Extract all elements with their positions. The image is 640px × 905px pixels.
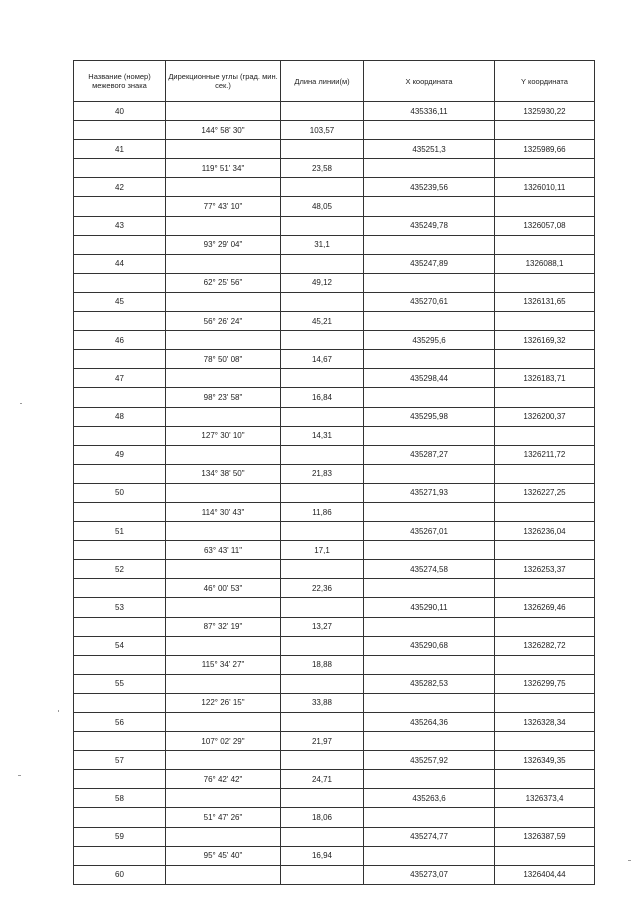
y-coordinate-cell: 1326057,08 xyxy=(495,216,595,235)
y-coordinate-cell: 1325930,22 xyxy=(495,102,595,121)
empty-cell xyxy=(495,502,595,521)
empty-cell xyxy=(74,197,166,216)
line-length-cell: 11,86 xyxy=(281,502,364,521)
empty-cell xyxy=(74,541,166,560)
empty-cell xyxy=(364,808,495,827)
x-coordinate-cell: 435263,6 xyxy=(364,789,495,808)
table-row-segment xyxy=(74,770,595,789)
x-coordinate-cell: 435271,93 xyxy=(364,483,495,502)
y-coordinate-cell: 1326349,35 xyxy=(495,751,595,770)
point-name-cell: 56 xyxy=(74,713,166,732)
y-coordinate-cell: 1326328,34 xyxy=(495,713,595,732)
empty-cell xyxy=(166,636,281,655)
empty-cell xyxy=(74,617,166,636)
point-name-cell: 44 xyxy=(74,254,166,273)
x-coordinate-cell: 435298,44 xyxy=(364,369,495,388)
empty-cell xyxy=(281,636,364,655)
empty-cell xyxy=(74,159,166,178)
table-row-segment xyxy=(74,732,595,751)
point-name-cell: 55 xyxy=(74,674,166,693)
empty-cell xyxy=(364,197,495,216)
empty-cell xyxy=(364,732,495,751)
y-coordinate-cell: 1326131,65 xyxy=(495,292,595,311)
point-name-cell: 46 xyxy=(74,331,166,350)
empty-cell xyxy=(74,655,166,674)
empty-cell xyxy=(364,502,495,521)
line-length-cell: 49,12 xyxy=(281,273,364,292)
table-row-point xyxy=(74,713,595,732)
empty-cell xyxy=(364,541,495,560)
empty-cell xyxy=(74,693,166,712)
x-coordinate-cell: 435257,92 xyxy=(364,751,495,770)
line-length-cell: 48,05 xyxy=(281,197,364,216)
empty-cell xyxy=(281,445,364,464)
empty-cell xyxy=(166,102,281,121)
line-length-cell: 33,88 xyxy=(281,693,364,712)
empty-cell xyxy=(495,732,595,751)
empty-cell xyxy=(495,770,595,789)
empty-cell xyxy=(281,216,364,235)
x-coordinate-cell: 435270,61 xyxy=(364,292,495,311)
empty-cell xyxy=(364,273,495,292)
table-row-point xyxy=(74,789,595,808)
table-row-point xyxy=(74,254,595,273)
empty-cell xyxy=(166,292,281,311)
table-row-point xyxy=(74,560,595,579)
table-row-segment xyxy=(74,235,595,254)
empty-cell xyxy=(364,655,495,674)
table-header-row xyxy=(74,61,595,102)
empty-cell xyxy=(495,426,595,445)
y-coordinate-cell: 1326211,72 xyxy=(495,445,595,464)
empty-cell xyxy=(166,751,281,770)
table-row-segment xyxy=(74,541,595,560)
table-row-point xyxy=(74,331,595,350)
table-row-segment xyxy=(74,502,595,521)
empty-cell xyxy=(281,560,364,579)
empty-cell xyxy=(495,312,595,331)
y-coordinate-cell: 1326373,4 xyxy=(495,789,595,808)
y-coordinate-cell: 1326088,1 xyxy=(495,254,595,273)
header-line-length: Длина линии(м) xyxy=(281,61,364,102)
empty-cell xyxy=(166,483,281,502)
empty-cell xyxy=(74,502,166,521)
point-name-cell: 50 xyxy=(74,483,166,502)
table-row-point xyxy=(74,865,595,884)
header-y-coordinate: Y координата xyxy=(495,61,595,102)
scan-speck xyxy=(18,775,21,776)
line-length-cell: 16,94 xyxy=(281,846,364,865)
empty-cell xyxy=(166,445,281,464)
empty-cell xyxy=(74,579,166,598)
y-coordinate-cell: 1326404,44 xyxy=(495,865,595,884)
point-name-cell: 42 xyxy=(74,178,166,197)
empty-cell xyxy=(166,789,281,808)
y-coordinate-cell: 1326282,72 xyxy=(495,636,595,655)
empty-cell xyxy=(495,121,595,140)
y-coordinate-cell: 1326227,25 xyxy=(495,483,595,502)
empty-cell xyxy=(166,560,281,579)
empty-cell xyxy=(74,312,166,331)
direction-angle-cell: 127° 30' 10" xyxy=(166,426,281,445)
table-row-segment xyxy=(74,388,595,407)
empty-cell xyxy=(281,407,364,426)
empty-cell xyxy=(495,197,595,216)
empty-cell xyxy=(495,541,595,560)
empty-cell xyxy=(281,178,364,197)
empty-cell xyxy=(166,827,281,846)
line-length-cell: 16,84 xyxy=(281,388,364,407)
empty-cell xyxy=(74,846,166,865)
table-row-segment xyxy=(74,579,595,598)
table-row-point xyxy=(74,445,595,464)
empty-cell xyxy=(166,713,281,732)
x-coordinate-cell: 435239,56 xyxy=(364,178,495,197)
empty-cell xyxy=(166,216,281,235)
empty-cell xyxy=(495,159,595,178)
line-length-cell: 13,27 xyxy=(281,617,364,636)
direction-angle-cell: 95° 45' 40" xyxy=(166,846,281,865)
x-coordinate-cell: 435287,27 xyxy=(364,445,495,464)
x-coordinate-cell: 435295,98 xyxy=(364,407,495,426)
empty-cell xyxy=(281,865,364,884)
boundary-coordinates-table xyxy=(73,60,595,885)
point-name-cell: 52 xyxy=(74,560,166,579)
table-row-segment xyxy=(74,808,595,827)
table-row-segment xyxy=(74,693,595,712)
table-row-segment xyxy=(74,655,595,674)
line-length-cell: 103,57 xyxy=(281,121,364,140)
direction-angle-cell: 115° 34' 27" xyxy=(166,655,281,674)
point-name-cell: 57 xyxy=(74,751,166,770)
empty-cell xyxy=(281,674,364,693)
header-point-name: Название (номер) межевого знака xyxy=(74,61,166,102)
empty-cell xyxy=(281,102,364,121)
y-coordinate-cell: 1326253,37 xyxy=(495,560,595,579)
point-name-cell: 54 xyxy=(74,636,166,655)
point-name-cell: 60 xyxy=(74,865,166,884)
x-coordinate-cell: 435274,58 xyxy=(364,560,495,579)
table-row-point xyxy=(74,636,595,655)
x-coordinate-cell: 435267,01 xyxy=(364,522,495,541)
empty-cell xyxy=(281,522,364,541)
empty-cell xyxy=(364,617,495,636)
empty-cell xyxy=(495,350,595,369)
empty-cell xyxy=(495,235,595,254)
scan-speck xyxy=(20,403,22,404)
empty-cell xyxy=(364,159,495,178)
line-length-cell: 22,36 xyxy=(281,579,364,598)
point-name-cell: 48 xyxy=(74,407,166,426)
table-row-segment xyxy=(74,846,595,865)
direction-angle-cell: 77° 43' 10" xyxy=(166,197,281,216)
empty-cell xyxy=(364,121,495,140)
point-name-cell: 49 xyxy=(74,445,166,464)
y-coordinate-cell: 1326200,37 xyxy=(495,407,595,426)
empty-cell xyxy=(495,693,595,712)
empty-cell xyxy=(166,522,281,541)
table-row-segment xyxy=(74,197,595,216)
empty-cell xyxy=(364,579,495,598)
table-row-point xyxy=(74,751,595,770)
line-length-cell: 14,31 xyxy=(281,426,364,445)
x-coordinate-cell: 435264,36 xyxy=(364,713,495,732)
table-row-segment xyxy=(74,350,595,369)
table-row-segment xyxy=(74,426,595,445)
line-length-cell: 21,97 xyxy=(281,732,364,751)
direction-angle-cell: 122° 26' 15" xyxy=(166,693,281,712)
empty-cell xyxy=(281,751,364,770)
empty-cell xyxy=(166,407,281,426)
x-coordinate-cell: 435295,6 xyxy=(364,331,495,350)
point-name-cell: 47 xyxy=(74,369,166,388)
empty-cell xyxy=(495,808,595,827)
empty-cell xyxy=(495,388,595,407)
direction-angle-cell: 134° 38' 50" xyxy=(166,464,281,483)
table-row-point xyxy=(74,483,595,502)
empty-cell xyxy=(281,827,364,846)
scan-speck xyxy=(58,710,59,712)
y-coordinate-cell: 1325989,66 xyxy=(495,140,595,159)
y-coordinate-cell: 1326299,75 xyxy=(495,674,595,693)
table-row-point xyxy=(74,369,595,388)
empty-cell xyxy=(364,235,495,254)
line-length-cell: 18,06 xyxy=(281,808,364,827)
empty-cell xyxy=(74,464,166,483)
y-coordinate-cell: 1326236,04 xyxy=(495,522,595,541)
empty-cell xyxy=(74,808,166,827)
direction-angle-cell: 98° 23' 58" xyxy=(166,388,281,407)
coordinates-sheet xyxy=(73,60,594,885)
empty-cell xyxy=(281,254,364,273)
line-length-cell: 45,21 xyxy=(281,312,364,331)
empty-cell xyxy=(281,483,364,502)
line-length-cell: 21,83 xyxy=(281,464,364,483)
x-coordinate-cell: 435274,77 xyxy=(364,827,495,846)
point-name-cell: 53 xyxy=(74,598,166,617)
empty-cell xyxy=(166,369,281,388)
direction-angle-cell: 76° 42' 42" xyxy=(166,770,281,789)
x-coordinate-cell: 435273,07 xyxy=(364,865,495,884)
empty-cell xyxy=(74,121,166,140)
y-coordinate-cell: 1326169,32 xyxy=(495,331,595,350)
empty-cell xyxy=(281,292,364,311)
direction-angle-cell: 114° 30' 43" xyxy=(166,502,281,521)
x-coordinate-cell: 435249,78 xyxy=(364,216,495,235)
empty-cell xyxy=(166,331,281,350)
empty-cell xyxy=(166,598,281,617)
y-coordinate-cell: 1326269,46 xyxy=(495,598,595,617)
table-row-point xyxy=(74,827,595,846)
y-coordinate-cell: 1326183,71 xyxy=(495,369,595,388)
empty-cell xyxy=(281,140,364,159)
empty-cell xyxy=(281,598,364,617)
y-coordinate-cell: 1326010,11 xyxy=(495,178,595,197)
table-row-point xyxy=(74,178,595,197)
scan-speck xyxy=(628,860,631,861)
direction-angle-cell: 46° 00' 53" xyxy=(166,579,281,598)
direction-angle-cell: 107° 02' 29" xyxy=(166,732,281,751)
y-coordinate-cell: 1326387,59 xyxy=(495,827,595,846)
line-length-cell: 17,1 xyxy=(281,541,364,560)
point-name-cell: 43 xyxy=(74,216,166,235)
header-direction-angle: Дирекционные углы (град. мин. сек.) xyxy=(166,61,281,102)
empty-cell xyxy=(495,273,595,292)
table-row-segment xyxy=(74,121,595,140)
empty-cell xyxy=(74,426,166,445)
empty-cell xyxy=(364,464,495,483)
empty-cell xyxy=(281,369,364,388)
point-name-cell: 59 xyxy=(74,827,166,846)
line-length-cell: 24,71 xyxy=(281,770,364,789)
table-row-point xyxy=(74,216,595,235)
line-length-cell: 31,1 xyxy=(281,235,364,254)
x-coordinate-cell: 435290,11 xyxy=(364,598,495,617)
point-name-cell: 45 xyxy=(74,292,166,311)
empty-cell xyxy=(364,846,495,865)
empty-cell xyxy=(281,789,364,808)
empty-cell xyxy=(495,846,595,865)
x-coordinate-cell: 435290,68 xyxy=(364,636,495,655)
table-row-segment xyxy=(74,159,595,178)
line-length-cell: 18,88 xyxy=(281,655,364,674)
point-name-cell: 58 xyxy=(74,789,166,808)
empty-cell xyxy=(74,235,166,254)
empty-cell xyxy=(364,770,495,789)
direction-angle-cell: 62° 25' 56" xyxy=(166,273,281,292)
empty-cell xyxy=(495,617,595,636)
direction-angle-cell: 144° 58' 30" xyxy=(166,121,281,140)
point-name-cell: 41 xyxy=(74,140,166,159)
point-name-cell: 51 xyxy=(74,522,166,541)
direction-angle-cell: 119° 51' 34" xyxy=(166,159,281,178)
empty-cell xyxy=(364,350,495,369)
x-coordinate-cell: 435251,3 xyxy=(364,140,495,159)
header-x-coordinate: X координата xyxy=(364,61,495,102)
empty-cell xyxy=(74,770,166,789)
direction-angle-cell: 93° 29' 04" xyxy=(166,235,281,254)
empty-cell xyxy=(495,464,595,483)
empty-cell xyxy=(364,693,495,712)
empty-cell xyxy=(166,140,281,159)
empty-cell xyxy=(495,655,595,674)
line-length-cell: 14,67 xyxy=(281,350,364,369)
empty-cell xyxy=(74,732,166,751)
table-row-segment xyxy=(74,617,595,636)
table-row-point xyxy=(74,140,595,159)
direction-angle-cell: 78° 50' 08" xyxy=(166,350,281,369)
table-body xyxy=(74,102,595,885)
direction-angle-cell: 51° 47' 26" xyxy=(166,808,281,827)
empty-cell xyxy=(364,388,495,407)
empty-cell xyxy=(74,388,166,407)
empty-cell xyxy=(74,273,166,292)
x-coordinate-cell: 435247,89 xyxy=(364,254,495,273)
table-row-point xyxy=(74,102,595,121)
table-row-segment xyxy=(74,312,595,331)
table-row-point xyxy=(74,292,595,311)
table-row-point xyxy=(74,407,595,426)
empty-cell xyxy=(495,579,595,598)
empty-cell xyxy=(74,350,166,369)
empty-cell xyxy=(166,674,281,693)
table-row-point xyxy=(74,598,595,617)
table-row-point xyxy=(74,522,595,541)
x-coordinate-cell: 435282,53 xyxy=(364,674,495,693)
empty-cell xyxy=(166,178,281,197)
point-name-cell: 40 xyxy=(74,102,166,121)
table-row-point xyxy=(74,674,595,693)
direction-angle-cell: 56° 26' 24" xyxy=(166,312,281,331)
direction-angle-cell: 87° 32' 19" xyxy=(166,617,281,636)
x-coordinate-cell: 435336,11 xyxy=(364,102,495,121)
empty-cell xyxy=(281,713,364,732)
empty-cell xyxy=(364,426,495,445)
empty-cell xyxy=(166,254,281,273)
empty-cell xyxy=(281,331,364,350)
empty-cell xyxy=(364,312,495,331)
table-row-segment xyxy=(74,273,595,292)
direction-angle-cell: 63° 43' 11" xyxy=(166,541,281,560)
line-length-cell: 23,58 xyxy=(281,159,364,178)
empty-cell xyxy=(166,865,281,884)
table-row-segment xyxy=(74,464,595,483)
